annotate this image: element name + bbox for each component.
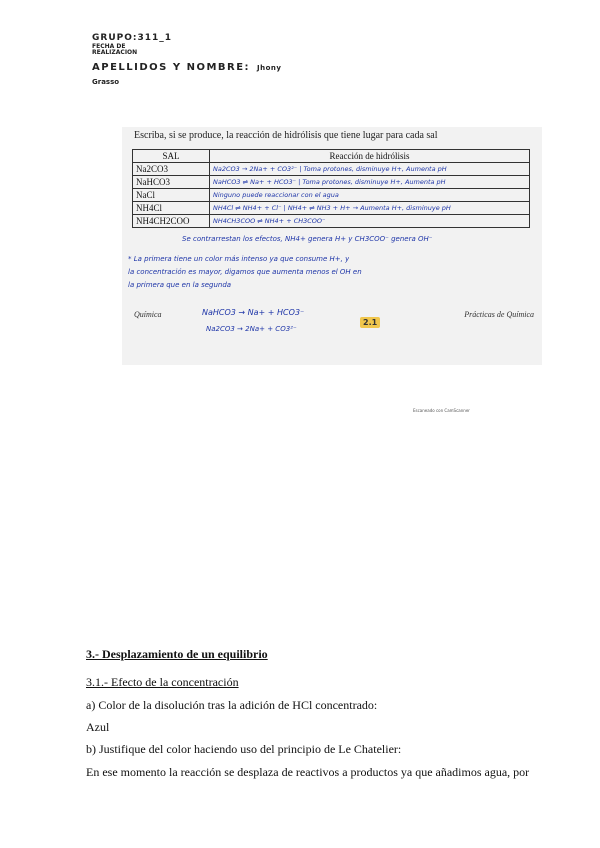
first-name: Jhony [257, 64, 282, 72]
hydrolysis-table [132, 149, 530, 228]
footer-course: Prácticas de Química [464, 310, 534, 319]
table-row [133, 215, 530, 228]
last-name: Grasso [92, 78, 120, 86]
reaction-cell: NaHCO3 ⇌ Na+ + HCO3⁻ | Toma protones, disminuye H+, Aumenta pH [210, 176, 530, 189]
reaction-cell: Ninguno puede reaccionar con el agua [210, 189, 530, 202]
reaction-cell: NH4CH3COO ⇌ NH4+ + CH3COO⁻ [210, 215, 530, 228]
subsection-title: 3.1.- Efecto de la concentración [86, 675, 239, 689]
handwritten-note: la concentración es mayor, digamos que aumenta menos el OH en [128, 268, 362, 276]
table-row [133, 189, 530, 202]
reaction-cell: Na2CO3 → 2Na+ + CO3²⁻ | Toma protones, disminuye H+, Aumenta pH [210, 163, 530, 176]
group-label: GRUPO:311_1 [92, 33, 173, 43]
footer-subject: Química [134, 310, 162, 319]
handwritten-note: * La primera tiene un color más intenso ya que consume H+, y [128, 255, 350, 263]
table-row [133, 176, 530, 189]
worksheet-instruction: Escriba, si se produce, la reacción de hidrólisis que tiene lugar para cada sal [134, 130, 438, 141]
salt-cell: NH4CH2COO [133, 215, 210, 228]
table-header-row [133, 150, 530, 163]
salt-cell: Na2CO3 [133, 163, 210, 176]
salt-cell: NH4Cl [133, 202, 210, 215]
handwritten-equation: Na2CO3 → 2Na+ + CO3²⁻ [206, 325, 297, 333]
table-row [133, 202, 530, 215]
table-row [133, 163, 530, 176]
salt-cell: NaHCO3 [133, 176, 210, 189]
name-field-label: APELLIDOS Y NOMBRE: [92, 62, 251, 73]
handwritten-note: Se contrarrestan los efectos, NH4+ genera H+ y CH3COO⁻ genera OH⁻ [182, 235, 433, 243]
handwritten-equation: NaHCO3 → Na+ + HCO3⁻ [202, 308, 305, 317]
question-b: b) Justifique del color haciendo uso del principio de Le Chatelier: [86, 742, 402, 756]
handwritten-note: la primera que en la segunda [128, 281, 232, 289]
date-label: FECHA DE REALIZACION [92, 43, 138, 56]
section-title: 3.- Desplazamiento de un equilibrio [86, 647, 268, 661]
table-header: Reacción de hidrólisis [210, 150, 530, 163]
question-a: a) Color de la disolución tras la adición de HCl concentrado: [86, 698, 378, 712]
scanner-watermark: Escaneado con CamScanner [413, 408, 470, 413]
scanned-worksheet-image [122, 127, 542, 365]
answer-b: En ese momento la reacción se desplaza de reactivos a productos ya que añadimos agua, por [86, 765, 530, 779]
answer-a: Azul [86, 720, 110, 734]
table-header: SAL [133, 150, 210, 163]
comment-badge[interactable]: 2.1 [360, 317, 380, 328]
salt-cell: NaCl [133, 189, 210, 202]
reaction-cell: NH4Cl ⇌ NH4+ + Cl⁻ | NH4+ ⇌ NH3 + H+ → Aumenta H+, disminuye pH [210, 202, 530, 215]
name-label [92, 62, 281, 73]
